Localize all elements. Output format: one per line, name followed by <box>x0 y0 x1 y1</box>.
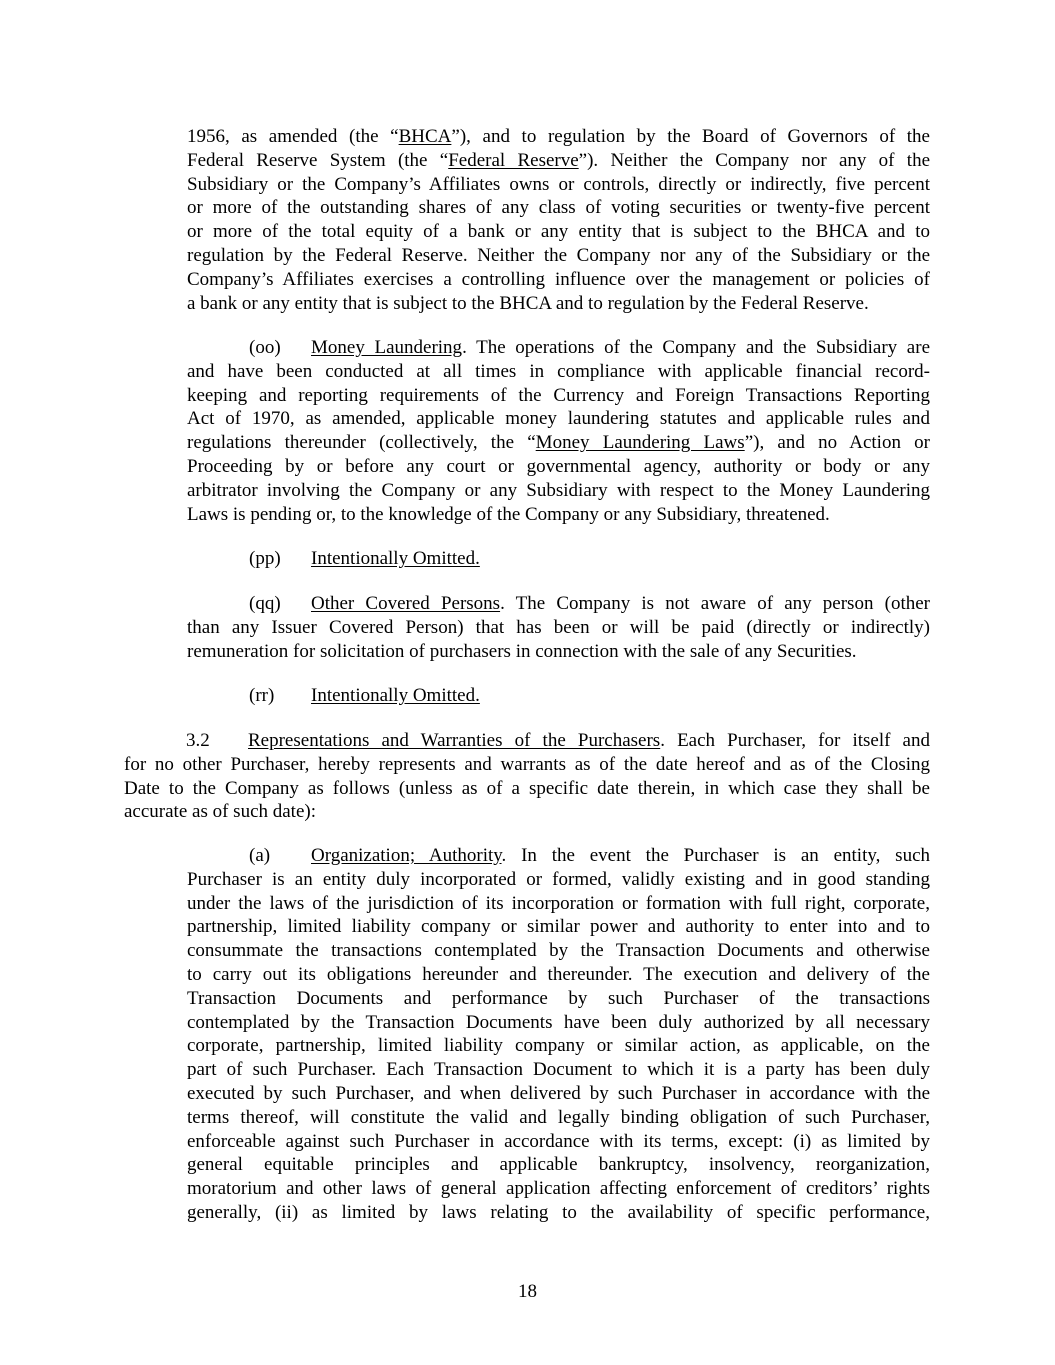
text-line: Company’s Affiliates exercises a controlling influence over the management or policies of <box>187 268 930 290</box>
text-line: (a) Organization; Authority. In the event the Purchaser is an entity, such <box>249 845 930 866</box>
text-line: a bank or any entity that is subject to the BHCA and to regulation by the Federal Reserve. <box>187 292 869 314</box>
text-line: generally, (ii) as limited by laws relating to the availability of specific performance, <box>187 1201 930 1223</box>
defined-term-money-laundering-laws: Money Laundering Laws <box>535 432 745 454</box>
paragraph-label: (qq) <box>249 593 281 614</box>
paragraph-heading: Organization; Authority <box>311 845 502 866</box>
section-number: 3.2 <box>186 730 210 751</box>
text-line: contemplated by the Transaction Documents have been duly authorized by all necessary <box>187 1011 930 1033</box>
text-line: keeping and reporting requirements of the Currency and Foreign Transactions Reporting <box>187 384 930 406</box>
text-line: arbitrator involving the Company or any Subsidiary with respect to the Money Laundering <box>187 479 930 501</box>
text-line: or more of the total equity of a bank or any entity that is subject to the BHCA and to <box>187 221 930 243</box>
text-line: Proceeding by or before any court or governmental agency, authority or body or any <box>187 455 930 477</box>
text-line: partnership, limited liability company or similar power and authority to enter into and to <box>187 916 930 938</box>
text-line: Transaction Documents and performance by such Purchaser of the transactions <box>187 987 930 1009</box>
paragraph-heading: Intentionally Omitted. <box>311 685 480 706</box>
paragraph-pp <box>187 547 930 571</box>
paragraph-continuation <box>187 125 930 315</box>
paragraph-qq <box>187 592 930 663</box>
defined-term-bhca: BHCA <box>398 126 452 147</box>
text-line: Federal Reserve System (the “Federal Reserve”). Neither the Company nor any of the <box>187 149 931 171</box>
text-line: terms thereof, will constitute the valid and legally binding obligation of such Purchaser, <box>187 1106 930 1128</box>
text-line: consummate the transactions contemplated by the Transaction Documents and otherwise <box>187 940 930 962</box>
text-line: under the laws of the jurisdiction of its incorporation or formation with full right, corporate, <box>187 892 930 914</box>
text-line: regulations thereunder (collectively, the “Money Laundering Laws”), and no Action or <box>187 432 931 454</box>
section-heading: Representations and Warranties of the Purchasers <box>248 730 661 751</box>
text-line: executed by such Purchaser, and when delivered by such Purchaser in accordance with the <box>187 1082 930 1104</box>
paragraph-heading: Intentionally Omitted. <box>311 548 480 569</box>
defined-term-federal-reserve: Federal Reserve <box>448 149 579 171</box>
text-line: to carry out its obligations hereunder and thereunder. The execution and delivery of the <box>187 963 930 985</box>
section-3-2 <box>124 729 930 824</box>
text-line: 1956, as amended (the “BHCA”), and to regulation by the Board of Governors of the <box>187 126 930 147</box>
text-line: and have been conducted at all times in compliance with applicable financial record- <box>187 360 930 382</box>
paragraph-label: (oo) <box>249 337 281 358</box>
paragraph-a <box>187 844 930 1225</box>
text-line: Act of 1970, as amended, applicable money laundering statutes and applicable rules and <box>187 408 930 430</box>
text-line: corporate, partnership, limited liability company or similar action, as applicable, on the <box>187 1035 930 1057</box>
text-line: enforceable against such Purchaser in accordance with its terms, except: (i) as limited by <box>187 1130 930 1152</box>
text-line: Laws is pending or, to the knowledge of the Company or any Subsidiary, threatened. <box>187 503 830 525</box>
text-line: accurate as of such date): <box>124 801 317 823</box>
text-line: Date to the Company as follows (unless as of a specific date therein, in which case they shall be <box>124 777 930 799</box>
paragraph-label: (a) <box>249 845 271 866</box>
text-line: Subsidiary or the Company’s Affiliates owns or controls, directly or indirectly, five percent <box>187 173 930 195</box>
paragraph-heading: Money Laundering <box>311 337 463 358</box>
paragraph-rr <box>187 684 930 708</box>
text-line: regulation by the Federal Reserve. Neither the Company nor any of the Subsidiary or the <box>187 244 930 266</box>
text-line: remuneration for solicitation of purchasers in connection with the sale of any Securities. <box>187 640 857 662</box>
text-line: (oo) Money Laundering. The operations of the Company and the Subsidiary are <box>249 337 931 358</box>
text-line <box>187 684 930 708</box>
page-number: 18 <box>518 1281 537 1302</box>
text-line <box>187 547 930 571</box>
text-line: part of such Purchaser. Each Transaction Document to which it is a party has been duly <box>187 1059 930 1081</box>
paragraph-label: (rr) <box>249 685 275 706</box>
text-line: than any Issuer Covered Person) that has been or will be paid (directly or indirectly) <box>187 616 930 638</box>
text-line: for no other Purchaser, hereby represents and warrants as of the date hereof and as of the Closing <box>124 753 930 775</box>
paragraph-heading: Other Covered Persons <box>311 593 501 614</box>
text-line: (qq) Other Covered Persons. The Company is not aware of any person (other <box>249 593 930 614</box>
text-line: 3.2 Representations and Warranties of the Purchasers. Each Purchaser, for itself and <box>186 730 930 751</box>
text-line: general equitable principles and applicable bankruptcy, insolvency, reorganization, <box>187 1154 930 1176</box>
text-line: Purchaser is an entity duly incorporated or formed, validly existing and in good standing <box>187 868 930 890</box>
text-line: or more of the outstanding shares of any class of voting securities or twenty-five percent <box>187 197 930 219</box>
text-line: moratorium and other laws of general application affecting enforcement of creditors’ rights <box>187 1178 930 1200</box>
paragraph-label: (pp) <box>249 548 281 569</box>
paragraph-oo <box>187 336 930 526</box>
